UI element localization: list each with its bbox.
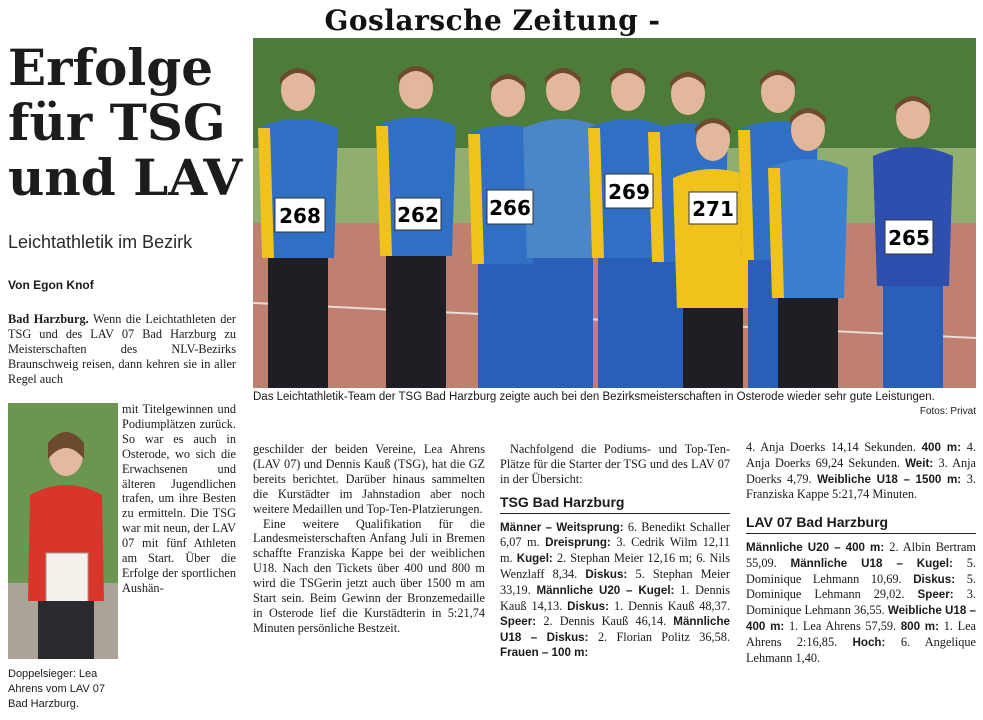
headline-line-3: und LAV <box>8 148 243 207</box>
bib-266 <box>487 190 533 224</box>
result-text: 6. Angelique Lehmann 1,40. <box>746 634 976 665</box>
result-event: Weibliche U18 – 400 m: <box>746 604 976 634</box>
bib-268 <box>275 198 325 232</box>
results-list-lav <box>746 540 976 666</box>
svg-text:269: 269 <box>608 180 650 204</box>
svg-text:268: 268 <box>279 204 321 228</box>
svg-text:271: 271 <box>692 197 734 221</box>
result-text: 5. Stephan Meier 33,19. <box>500 567 730 597</box>
intro-paragraph <box>8 312 236 387</box>
article-column-4 <box>746 440 976 666</box>
result-text: 2. Albin Bertram 55,09. <box>746 540 976 570</box>
result-text: 3. Cedrik Wilm 12,11 m. <box>500 535 730 566</box>
bib-269 <box>605 174 653 208</box>
result-text: 1. Lea Ahrens 57,59. <box>789 619 901 634</box>
result-event: Männer – Weitsprung: <box>500 520 628 534</box>
result-text: 5. Dominique Lehmann 10,69. <box>746 555 977 586</box>
athlete-photo-caption: Doppelsieger: Lea Ahrens vom LAV 07 Bad Harzburg. <box>8 668 106 710</box>
headline-line-2: für TSG <box>8 93 226 152</box>
team-photo <box>253 38 976 388</box>
result-text: 6. Benedikt Schaller 6,07 m. <box>500 519 730 550</box>
article-column-3 <box>500 442 730 661</box>
headline <box>8 40 248 205</box>
svg-text:266: 266 <box>489 196 531 220</box>
result-event: Diskus: <box>567 599 614 613</box>
intro-text-top: Wenn die Leichtathleten der TSG und des LAV 07 Bad Harzburg zu Meisterschaften des NLV-Bezirks Braunschweig reisen, dann kehren sie in aller Regel auch <box>8 312 236 386</box>
results-list-tsg-continued <box>746 440 976 503</box>
result-text: 5. Dominique Lehmann 29,02. <box>746 571 977 602</box>
athlete-photo-illustration <box>8 403 118 659</box>
result-event: Diskus: <box>585 568 636 582</box>
result-event: Männliche U18 – Kugel: <box>790 556 967 570</box>
subheadline: Leichtathletik im Bezirk <box>8 232 193 252</box>
result-event: Männliche U18 – Diskus: <box>500 615 730 645</box>
result-entry <box>500 615 673 628</box>
dateline: Bad Harzburg. <box>8 312 89 326</box>
result-event: 400 m: <box>921 441 967 454</box>
result-text: 2. Stephan Meier 12,16 m; 6. Nils Wenzlaff 8,34. <box>500 551 730 582</box>
result-text: 1. Dennis Kauß 48,37. <box>613 598 730 613</box>
result-text: 4. Anja Doerks 69,24 Sekunden. <box>746 440 976 470</box>
bib-271 <box>689 192 737 224</box>
result-event: Diskus: <box>913 572 967 586</box>
result-text: 4. Anja Doerks 14,14 Sekunden. <box>746 440 922 454</box>
result-entry <box>746 441 922 454</box>
result-event: Speer: <box>500 615 544 629</box>
results-list-tsg <box>500 520 730 661</box>
result-text: 1. Dennis Kauß 14,13. <box>500 582 730 613</box>
result-text: 3. Anja Doerks 4,79. <box>746 455 976 486</box>
team-photo-illustration <box>253 38 976 388</box>
result-event: Männliche U20 – 400 m: <box>746 541 890 555</box>
result-event: Dreisprung: <box>545 536 617 550</box>
result-event: Hoch: <box>852 635 901 649</box>
svg-text:262: 262 <box>397 203 439 227</box>
result-event: Kugel: <box>516 552 558 566</box>
result-event: Weibliche U18 – 1500 m: <box>817 472 967 486</box>
result-event: Frauen – 100 m: <box>500 646 589 659</box>
intro-paragraph-narrow: mit Titelgewinnen und Podiumplätzen zurück. So war es auch in Osterode, wo sich die Erwachsenen und älteren Jugendlichen trafen, um ihre Besten zu ermitteln. Die TSG war mit neun, der LAV 07 mit fünf Athleten am Start. Über die Erfolge der sportlichen Aushän- <box>122 402 236 595</box>
photo-credit: Fotos: Privat <box>919 406 976 417</box>
section-heading-lav: LAV 07 Bad Harzburg <box>746 515 976 534</box>
author-byline: Von Egon Knof <box>8 278 94 292</box>
article-column-2 <box>253 442 485 636</box>
result-text: 2. Dennis Kauß 46,14. <box>543 614 674 629</box>
photo-caption: Das Leichtathletik-Team der TSG Bad Harzburg zeigte auch bei den Bezirksmeisterschaften in Osterode wieder sehr gute Leistungen. <box>253 391 935 403</box>
result-entry <box>567 600 730 613</box>
result-text: 3. Franziska Kappe 5:21,74 Minuten. <box>746 471 976 502</box>
section-heading-tsg: TSG Bad Harzburg <box>500 495 730 514</box>
paragraph: Eine weitere Qualifikation für die Landesmeisterschaften Anfang Juli in Bremen schaffte Franziska Kappe bei der weiblichen U18. Nach den Tickets über 400 und 800 m wird die TSGerin jetzt auch über 1500 m am Start sein. Beim Gewinn der Bronzemedaille in Osterode lief die Kurstädterin in 5:21,74 Minuten persönliche Bestzeit. <box>253 516 485 635</box>
masthead: Goslarsche Zeitung - <box>324 4 661 37</box>
bib-262 <box>395 198 441 230</box>
result-entry <box>500 646 588 659</box>
result-event: Männliche U20 – Kugel: <box>536 583 681 597</box>
result-text: 1. Lea Ahrens 2:16,85. <box>746 619 976 649</box>
paragraph: geschilder der beiden Vereine, Lea Ahrens (LAV 07) und Dennis Kauß (TSG), hat die GZ bereits berichtet. Darüber hinaus sammelten die Kurstädter im Jahnstadion aber noch weitere Medaillen und Top-Ten-Platzierungen. <box>253 442 485 516</box>
result-event: Weit: <box>905 456 939 470</box>
result-text: 2. Florian Politz 36,58. <box>597 630 731 645</box>
svg-text:265: 265 <box>888 226 930 250</box>
result-text: 3. Dominique Lehmann 36,55. <box>746 587 976 618</box>
result-event: 800 m: <box>900 620 944 634</box>
headline-line-1: Erfolge <box>8 38 214 97</box>
bib-265 <box>885 220 933 254</box>
result-event: Speer: <box>917 588 967 602</box>
athlete-photo <box>8 403 118 659</box>
paragraph: Nachfolgend die Podiums- und Top-Ten-Plätze für die Starter der TSG und des LAV 07 in der Übersicht: <box>500 442 730 486</box>
